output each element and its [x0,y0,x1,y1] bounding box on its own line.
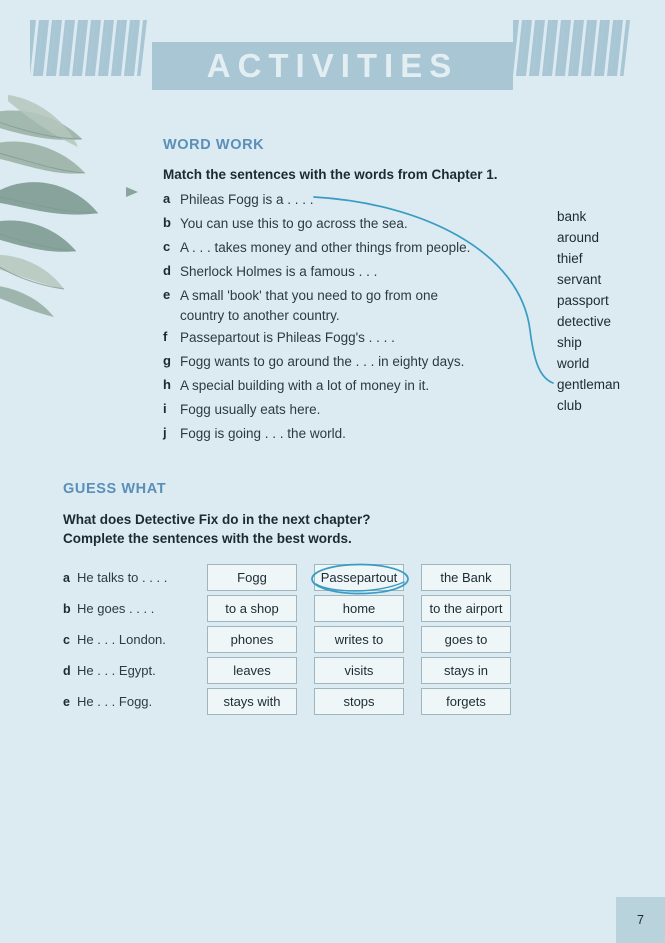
item-letter: d [163,263,171,278]
guess-what-heading: GUESS WHAT [63,481,167,497]
item-letter: e [163,287,171,302]
word-bank-item: gentleman [557,377,621,392]
list-item [163,352,523,373]
option-button[interactable]: goes to [421,626,511,653]
row-letter: e [63,694,70,709]
word-bank-list [557,206,657,416]
option-button[interactable]: forgets [421,688,511,715]
option-button[interactable]: home [314,595,404,622]
word-work-heading: WORD WORK [163,137,265,153]
item-text: A small 'book' that you need to go from one country to another country. [180,288,439,323]
item-text: Passepartout is Phileas Fogg's . . . . [180,330,395,345]
option-button[interactable]: writes to [314,626,404,653]
item-text: Fogg wants to go around the . . . in eighty days. [180,354,465,369]
option-button[interactable]: to a shop [207,595,297,622]
header-band [0,20,665,84]
item-text: Sherlock Holmes is a famous . . . [180,264,378,279]
word-work-sentence-list [163,190,523,448]
item-letter: j [163,425,167,440]
row-letter: b [63,601,71,616]
leaf-illustration [0,95,175,325]
word-bank-item: around [557,230,600,245]
option-button[interactable]: phones [207,626,297,653]
item-text: You can use this to go across the sea. [180,216,408,231]
item-text: A special building with a lot of money in it. [180,378,430,393]
item-text: Fogg usually eats here. [180,402,321,417]
item-text: Fogg is going . . . the world. [180,426,346,441]
word-bank-item: club [557,398,582,413]
guess-what-instruction-line-1: What does Detective Fix do in the next chapter? [63,512,371,527]
list-item [163,328,523,349]
list-item [163,262,523,283]
table-row [63,562,543,593]
page-title: ACTIVITIES [206,47,459,84]
item-letter: c [163,239,171,254]
item-letter: b [163,215,171,230]
option-button[interactable]: to the airport [421,595,511,622]
word-bank-item: passport [557,293,609,308]
guess-what-instruction-line-2: Complete the sentences with the best words. [63,531,352,546]
option-button[interactable]: leaves [207,657,297,684]
option-button[interactable]: Passepartout [314,564,404,591]
option-button[interactable]: stays in [421,657,511,684]
item-text: Phileas Fogg is a . . . . [180,192,314,207]
table-row [63,624,543,655]
list-item [163,286,463,325]
option-button[interactable]: stays with [207,688,297,715]
item-letter: a [163,191,171,206]
zigzag-left-decoration [30,20,152,76]
word-bank-item: ship [557,335,582,350]
list-item [163,400,523,421]
word-bank-item: detective [557,314,612,329]
row-prompt: He . . . Egypt. [77,663,156,678]
item-letter: f [163,329,168,344]
page-number: 7 [637,913,644,927]
option-button[interactable]: stops [314,688,404,715]
guess-what-instruction [63,510,371,548]
table-row [63,655,543,686]
word-bank-item: thief [557,251,583,266]
list-item [163,214,523,235]
row-letter: d [63,663,71,678]
row-prompt: He . . . London. [77,632,166,647]
word-bank-item: bank [557,209,587,224]
word-work-instruction: Match the sentences with the words from Chapter 1. [163,167,498,182]
word-bank-item: servant [557,272,602,287]
item-letter: g [163,353,171,368]
item-letter: i [163,401,167,416]
zigzag-right-decoration [513,20,635,76]
list-item [163,238,523,259]
list-item [163,190,523,211]
row-letter: c [63,632,70,647]
list-item [163,376,523,397]
list-item [163,424,523,445]
row-prompt: He talks to . . . . [77,570,168,585]
item-text: A . . . takes money and other things from people. [180,240,471,255]
row-prompt: He goes . . . . [77,601,155,616]
table-row [63,686,543,717]
option-button[interactable]: visits [314,657,404,684]
word-bank-item: world [557,356,590,371]
guess-what-options-table [63,562,543,717]
item-letter: h [163,377,171,392]
row-letter: a [63,570,70,585]
option-button[interactable]: the Bank [421,564,511,591]
row-prompt: He . . . Fogg. [77,694,153,709]
table-row [63,593,543,624]
option-button[interactable]: Fogg [207,564,297,591]
